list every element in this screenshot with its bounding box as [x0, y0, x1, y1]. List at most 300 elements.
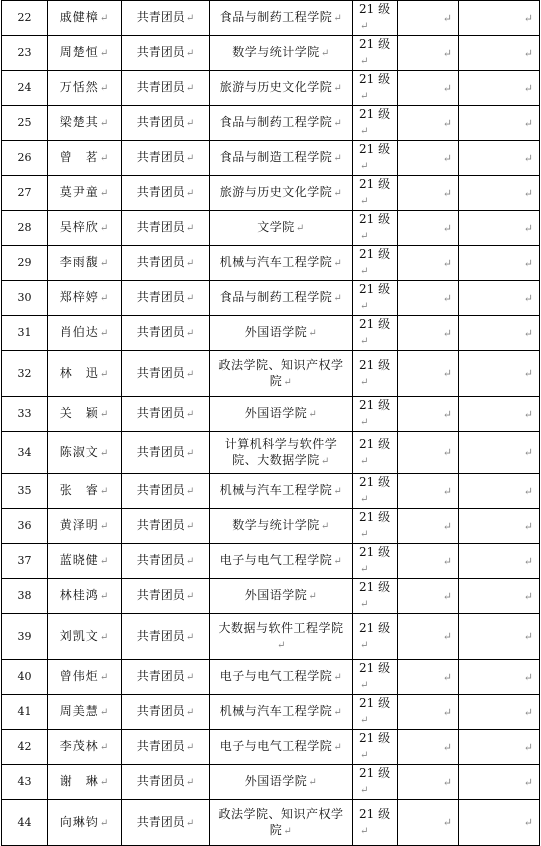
grade-year: [353, 509, 398, 544]
row-number: [2, 579, 48, 614]
college-name-text: 旅游与历史文化学院: [219, 185, 333, 199]
paragraph-mark-icon: ↵: [360, 266, 369, 277]
political-status: [122, 660, 210, 695]
paragraph-mark-icon: ↵: [308, 328, 318, 339]
empty-cell: [398, 432, 459, 474]
grade-year: [353, 36, 398, 71]
empty-cell: [398, 1, 459, 36]
table-row: [2, 351, 540, 397]
political-status-text: 共青团员: [136, 553, 185, 567]
empty-cell: [459, 509, 540, 544]
row-number: [2, 316, 48, 351]
political-status: [122, 281, 210, 316]
member-name-text: 吴梓欣: [59, 220, 99, 234]
paragraph-mark-icon: ↵: [523, 116, 533, 130]
paragraph-mark-icon: ↵: [442, 670, 452, 684]
empty-cell: [459, 211, 540, 246]
row-number: [2, 351, 48, 397]
paragraph-mark-icon: ↵: [360, 417, 369, 428]
paragraph-mark-icon: ↵: [99, 672, 110, 683]
empty-cell: [459, 765, 540, 800]
paragraph-mark-icon: ↵: [99, 817, 110, 829]
grade-year: [353, 800, 398, 846]
row-number-text: 40: [17, 670, 32, 683]
paragraph-mark-icon: ↵: [442, 705, 452, 719]
political-status-text: 共青团员: [136, 10, 185, 24]
paragraph-mark-icon: ↵: [99, 368, 110, 380]
grade-year: [353, 695, 398, 730]
paragraph-mark-icon: ↵: [99, 447, 110, 459]
paragraph-mark-icon: ↵: [99, 556, 110, 567]
empty-cell: [398, 509, 459, 544]
college-name-text: 文学院: [257, 220, 295, 234]
grade-year: [353, 432, 398, 474]
political-status: [122, 544, 210, 579]
political-status-text: 共青团员: [136, 774, 185, 788]
paragraph-mark-icon: ↵: [185, 368, 195, 380]
college-name: [210, 281, 353, 316]
college-name-text: 电子与电气工程学院: [219, 739, 333, 753]
member-name: [48, 509, 122, 544]
grade-year: [353, 730, 398, 765]
grade-year-text: 21 级: [359, 247, 391, 261]
paragraph-mark-icon: ↵: [442, 256, 452, 270]
row-number: [2, 544, 48, 579]
empty-cell: [459, 36, 540, 71]
member-name: [48, 71, 122, 106]
row-number-text: 44: [17, 815, 32, 829]
college-name: [210, 106, 353, 141]
row-number-text: 27: [17, 186, 32, 199]
empty-cell: [398, 614, 459, 660]
political-status: [122, 36, 210, 71]
table-row: [2, 695, 540, 730]
paragraph-mark-icon: ↵: [442, 816, 452, 829]
member-name-text: 李茂林: [59, 739, 99, 753]
grade-year-text: 21 级: [359, 510, 391, 524]
empty-cell: [459, 614, 540, 660]
paragraph-mark-icon: ↵: [360, 825, 369, 837]
political-status-text: 共青团员: [136, 185, 185, 199]
grade-year: [353, 246, 398, 281]
political-status: [122, 730, 210, 765]
member-name: [48, 614, 122, 660]
member-name-text: 梁楚其: [59, 115, 99, 129]
empty-cell: [398, 36, 459, 71]
empty-cell: [459, 141, 540, 176]
paragraph-mark-icon: ↵: [523, 816, 533, 829]
paragraph-mark-icon: ↵: [99, 409, 110, 420]
row-number-text: 32: [17, 366, 32, 380]
row-number: [2, 176, 48, 211]
row-number: [2, 1, 48, 36]
row-number-text: 23: [17, 46, 32, 59]
row-number: [2, 614, 48, 660]
paragraph-mark-icon: ↵: [333, 83, 343, 94]
grade-year-text: 21 级: [359, 37, 391, 51]
paragraph-mark-icon: ↵: [523, 775, 533, 789]
paragraph-mark-icon: ↵: [523, 46, 533, 60]
paragraph-mark-icon: ↵: [283, 825, 293, 837]
political-status: [122, 211, 210, 246]
member-name: [48, 730, 122, 765]
empty-cell: [398, 141, 459, 176]
paragraph-mark-icon: ↵: [185, 118, 195, 129]
table-row: [2, 579, 540, 614]
college-name-text: 外国语学院: [244, 406, 308, 420]
paragraph-mark-icon: ↵: [523, 221, 533, 235]
table-row: [2, 765, 540, 800]
empty-cell: [398, 765, 459, 800]
empty-cell: [459, 660, 540, 695]
grade-year-text: 21 级: [359, 731, 391, 745]
grade-year-text: 21 级: [359, 2, 391, 16]
political-status-text: 共青团员: [136, 290, 185, 304]
political-status-text: 共青团员: [136, 518, 185, 532]
political-status: [122, 432, 210, 474]
paragraph-mark-icon: ↵: [360, 494, 369, 505]
empty-cell: [459, 176, 540, 211]
paragraph-mark-icon: ↵: [295, 223, 305, 234]
empty-cell: [398, 397, 459, 432]
table-row: [2, 614, 540, 660]
member-name-text: 向琳钧: [59, 814, 99, 829]
paragraph-mark-icon: ↵: [360, 161, 369, 172]
member-name: [48, 765, 122, 800]
college-name: [210, 660, 353, 695]
paragraph-mark-icon: ↵: [333, 13, 343, 24]
paragraph-mark-icon: ↵: [523, 11, 533, 25]
member-name-text: 曾伟炬: [59, 669, 99, 683]
political-status-text: 共青团员: [136, 814, 185, 829]
paragraph-mark-icon: ↵: [308, 409, 318, 420]
political-status: [122, 614, 210, 660]
empty-cell: [398, 579, 459, 614]
paragraph-mark-icon: ↵: [442, 775, 452, 789]
paragraph-mark-icon: ↵: [320, 48, 330, 59]
paragraph-mark-icon: ↵: [442, 291, 452, 305]
member-table: [1, 0, 540, 846]
empty-cell: [459, 544, 540, 579]
political-status: [122, 579, 210, 614]
grade-year-text: 21 级: [359, 212, 391, 226]
college-name: [210, 36, 353, 71]
paragraph-mark-icon: ↵: [333, 556, 343, 567]
empty-cell: [398, 246, 459, 281]
political-status-text: 共青团员: [136, 704, 185, 718]
member-name: [48, 281, 122, 316]
political-status: [122, 316, 210, 351]
paragraph-mark-icon: ↵: [185, 328, 195, 339]
political-status-text: 共青团员: [136, 739, 185, 753]
member-name: [48, 106, 122, 141]
paragraph-mark-icon: ↵: [333, 153, 343, 164]
paragraph-mark-icon: ↵: [99, 118, 110, 129]
paragraph-mark-icon: ↵: [523, 151, 533, 165]
row-number: [2, 765, 48, 800]
empty-cell: [398, 474, 459, 509]
empty-cell: [398, 71, 459, 106]
paragraph-mark-icon: ↵: [99, 707, 110, 718]
paragraph-mark-icon: ↵: [360, 750, 369, 761]
paragraph-mark-icon: ↵: [523, 740, 533, 754]
table-row: [2, 316, 540, 351]
empty-cell: [398, 800, 459, 846]
table-row: [2, 71, 540, 106]
paragraph-mark-icon: ↵: [99, 188, 110, 199]
empty-cell: [459, 281, 540, 316]
paragraph-mark-icon: ↵: [442, 407, 452, 421]
table-row: [2, 509, 540, 544]
row-number: [2, 695, 48, 730]
paragraph-mark-icon: ↵: [185, 223, 195, 234]
college-name: [210, 695, 353, 730]
member-name: [48, 800, 122, 846]
paragraph-mark-icon: ↵: [185, 591, 195, 602]
college-name: [210, 765, 353, 800]
paragraph-mark-icon: ↵: [99, 328, 110, 339]
political-status-text: 共青团员: [136, 483, 185, 497]
grade-year: [353, 765, 398, 800]
political-status: [122, 141, 210, 176]
row-number: [2, 211, 48, 246]
college-name: [210, 141, 353, 176]
empty-cell: [459, 316, 540, 351]
paragraph-mark-icon: ↵: [333, 707, 343, 718]
paragraph-mark-icon: ↵: [442, 484, 452, 498]
row-number-text: 25: [17, 116, 32, 129]
table-row: [2, 1, 540, 36]
table-row: [2, 800, 540, 846]
college-name-text: 电子与电气工程学院: [219, 553, 333, 567]
member-name-text: 万恬然: [59, 80, 99, 94]
row-number: [2, 432, 48, 474]
grade-year: [353, 316, 398, 351]
paragraph-mark-icon: ↵: [99, 293, 110, 304]
college-name: [210, 730, 353, 765]
paragraph-mark-icon: ↵: [185, 556, 195, 567]
member-name: [48, 246, 122, 281]
college-name-text: 电子与电气工程学院: [219, 669, 333, 683]
paragraph-mark-icon: ↵: [185, 707, 195, 718]
paragraph-mark-icon: ↵: [185, 817, 195, 829]
paragraph-mark-icon: ↵: [185, 521, 195, 532]
paragraph-mark-icon: ↵: [333, 486, 343, 497]
political-status-text: 共青团员: [136, 255, 185, 269]
row-number: [2, 141, 48, 176]
paragraph-mark-icon: ↵: [185, 672, 195, 683]
table-row: [2, 246, 540, 281]
member-name: [48, 695, 122, 730]
paragraph-mark-icon: ↵: [333, 742, 343, 753]
grade-year-text: 21 级: [359, 317, 391, 331]
grade-year-text: 21 级: [359, 357, 391, 372]
empty-cell: [459, 579, 540, 614]
paragraph-mark-icon: ↵: [99, 742, 110, 753]
member-name-text: 黄泽明: [59, 518, 99, 532]
college-name-text: 外国语学院: [244, 588, 308, 602]
member-name: [48, 176, 122, 211]
paragraph-mark-icon: ↵: [442, 519, 452, 533]
political-status: [122, 176, 210, 211]
paragraph-mark-icon: ↵: [185, 293, 195, 304]
paragraph-mark-icon: ↵: [333, 258, 343, 269]
grade-year-text: 21 级: [359, 806, 391, 821]
college-name: [210, 316, 353, 351]
paragraph-mark-icon: ↵: [283, 376, 293, 388]
empty-cell: [459, 351, 540, 397]
grade-year-text: 21 级: [359, 545, 391, 559]
political-status-text: 共青团员: [136, 150, 185, 164]
political-status: [122, 246, 210, 281]
paragraph-mark-icon: ↵: [442, 11, 452, 25]
member-name-text: 谢 琳: [59, 774, 99, 788]
member-name-text: 关 颖: [59, 406, 99, 420]
member-name-text: 曾 茗: [59, 150, 99, 164]
grade-year-text: 21 级: [359, 398, 391, 412]
paragraph-mark-icon: ↵: [185, 631, 195, 643]
paragraph-mark-icon: ↵: [308, 777, 318, 788]
political-status: [122, 765, 210, 800]
grade-year: [353, 71, 398, 106]
paragraph-mark-icon: ↵: [523, 670, 533, 684]
political-status-text: 共青团员: [136, 45, 185, 59]
member-name-text: 郑梓婷: [59, 290, 99, 304]
paragraph-mark-icon: ↵: [442, 81, 452, 95]
row-number-text: 28: [17, 221, 32, 234]
grade-year: [353, 474, 398, 509]
college-name: [210, 397, 353, 432]
college-name: [210, 432, 353, 474]
paragraph-mark-icon: ↵: [360, 376, 369, 388]
college-name: [210, 800, 353, 846]
paragraph-mark-icon: ↵: [185, 83, 195, 94]
paragraph-mark-icon: ↵: [360, 301, 369, 312]
college-name-text: 大数据与软件工程学院: [218, 620, 344, 635]
paragraph-mark-icon: ↵: [333, 672, 343, 683]
grade-year: [353, 397, 398, 432]
grade-year: [353, 106, 398, 141]
paragraph-mark-icon: ↵: [99, 153, 110, 164]
table-row: [2, 397, 540, 432]
paragraph-mark-icon: ↵: [333, 293, 343, 304]
row-number-text: 38: [17, 589, 32, 602]
paragraph-mark-icon: ↵: [442, 554, 452, 568]
political-status: [122, 397, 210, 432]
paragraph-mark-icon: ↵: [320, 455, 330, 467]
grade-year: [353, 351, 398, 397]
grade-year-text: 21 级: [359, 177, 391, 191]
college-name-text: 机械与汽车工程学院: [219, 704, 333, 718]
empty-cell: [459, 397, 540, 432]
paragraph-mark-icon: ↵: [99, 83, 110, 94]
paragraph-mark-icon: ↵: [523, 705, 533, 719]
member-name: [48, 1, 122, 36]
paragraph-mark-icon: ↵: [523, 256, 533, 270]
political-status: [122, 351, 210, 397]
grade-year-text: 21 级: [359, 475, 391, 489]
row-number: [2, 281, 48, 316]
row-number: [2, 474, 48, 509]
paragraph-mark-icon: ↵: [523, 484, 533, 498]
paragraph-mark-icon: ↵: [360, 599, 369, 610]
political-status: [122, 509, 210, 544]
table-row: [2, 660, 540, 695]
paragraph-mark-icon: ↵: [360, 21, 369, 32]
paragraph-mark-icon: ↵: [523, 630, 533, 643]
paragraph-mark-icon: ↵: [442, 446, 452, 459]
member-name-text: 蓝晓健: [59, 553, 99, 567]
paragraph-mark-icon: ↵: [442, 630, 452, 643]
college-name: [210, 509, 353, 544]
paragraph-mark-icon: ↵: [185, 153, 195, 164]
paragraph-mark-icon: ↵: [523, 326, 533, 340]
empty-cell: [398, 730, 459, 765]
paragraph-mark-icon: ↵: [308, 591, 318, 602]
table-row: [2, 176, 540, 211]
college-name-text: 机械与汽车工程学院: [219, 255, 333, 269]
table-row: [2, 36, 540, 71]
paragraph-mark-icon: ↵: [442, 46, 452, 60]
member-name: [48, 397, 122, 432]
paragraph-mark-icon: ↵: [523, 446, 533, 459]
college-name: [210, 211, 353, 246]
political-status: [122, 474, 210, 509]
empty-cell: [459, 800, 540, 846]
empty-cell: [459, 695, 540, 730]
paragraph-mark-icon: ↵: [333, 188, 343, 199]
paragraph-mark-icon: ↵: [360, 785, 369, 796]
empty-cell: [459, 71, 540, 106]
college-name-text: 计算机科学与软件学院、大数据学院: [224, 436, 338, 467]
grade-year: [353, 176, 398, 211]
college-name-text: 食品与制造工程学院: [219, 150, 333, 164]
table-row: [2, 474, 540, 509]
paragraph-mark-icon: ↵: [523, 519, 533, 533]
paragraph-mark-icon: ↵: [442, 589, 452, 603]
college-name: [210, 579, 353, 614]
political-status-text: 共青团员: [136, 588, 185, 602]
row-number-text: 35: [17, 484, 32, 497]
grade-year: [353, 614, 398, 660]
row-number-text: 26: [17, 151, 32, 164]
member-name-text: 林桂鸿: [59, 588, 99, 602]
empty-cell: [398, 281, 459, 316]
college-name-text: 旅游与历史文化学院: [219, 80, 333, 94]
empty-cell: [459, 106, 540, 141]
member-name-text: 肖伯达: [59, 325, 99, 339]
member-name-text: 林 迅: [59, 365, 99, 380]
paragraph-mark-icon: ↵: [99, 258, 110, 269]
paragraph-mark-icon: ↵: [320, 521, 330, 532]
empty-cell: [459, 432, 540, 474]
political-status-text: 共青团员: [136, 669, 185, 683]
college-name: [210, 1, 353, 36]
member-name: [48, 211, 122, 246]
college-name: [210, 544, 353, 579]
member-name: [48, 316, 122, 351]
member-name-text: 戚健樟: [59, 10, 99, 24]
paragraph-mark-icon: ↵: [523, 291, 533, 305]
row-number: [2, 509, 48, 544]
row-number-text: 43: [17, 775, 32, 788]
grade-year: [353, 281, 398, 316]
member-name-text: 张 睿: [59, 483, 99, 497]
row-number: [2, 106, 48, 141]
empty-cell: [459, 246, 540, 281]
table-row: [2, 141, 540, 176]
paragraph-mark-icon: ↵: [185, 188, 195, 199]
